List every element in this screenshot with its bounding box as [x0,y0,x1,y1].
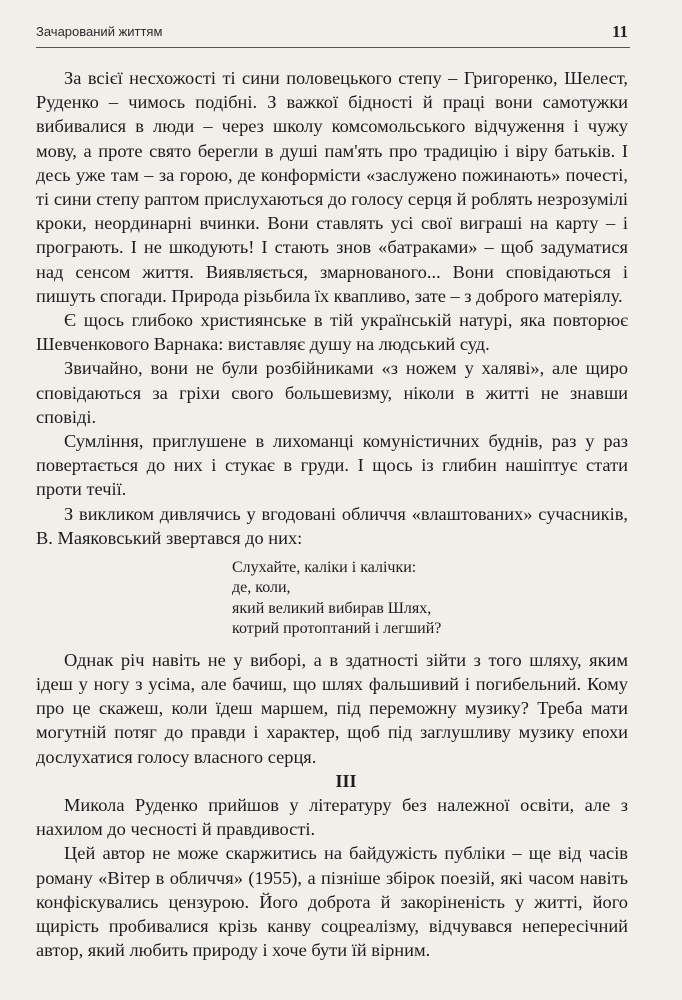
paragraph: Микола Руденко прийшов у літературу без належної освіти, але з нахилом до чесності й правдивості. [36,794,628,840]
running-title: Зачарований життям [36,24,163,39]
section-heading: III [335,770,357,791]
paragraph: Сумління, приглушене в лихоманці комуністичних буднів, раз у раз повертається до них і стукає в груди. І щось із глибин нашіптує стати проти течії. [36,431,628,500]
paragraph: Однак річ навіть не у виборі, а в здатності зійти з того шляху, яким ідеш у ногу з усіма, але бачиш, що шлях фальшивий і погибельний. Кому про це скажеш, коли їдеш маршем, під переможну музику? Треба мати могутній потяг до правди і характер, щоб під заглушливу музику епохи дослухатися голосу власного серця. [36,649,628,767]
paragraph: Звичайно, вони не були розбійниками «з ножем у халяві», але щиро сповідаються за гріхи свого большевизму, ніколи в житті не знавши сповіді. [36,358,628,427]
header-divider [36,47,630,48]
paragraph: З викликом дивлячись у вгодовані обличчя «влаштованих» сучасників, В. Маяковський звертався до них: [36,503,628,548]
poem-quote [232,558,628,640]
body-text [36,66,628,962]
poem-line: який великий вибирав Шлях, [232,599,432,617]
poem-line: Слухайте, каліки і калічки: [232,559,417,577]
paragraph: Цей автор не може скаржитись на байдужість публіки – ще від часів роману «Вітер в обличчя» (1955), а пізніше збірок поезій, які часом навіть конфіскувались цензурою. Його доброта й закоріненість у житті, його щирість пробивалися крізь канву соцреалізму, відчувався непересічний автор, який любить природу і хоче бути їй вірним. [36,843,628,961]
page-header [36,22,628,44]
paragraph: За всієї несхожості ті сини половецького степу – Григоренко, Шелест, Руденко – чимось подібні. З важкої бідності й праці вони самотужки вибивалися в люди – через школу комсомольського відчуження і чужу мову, а проте свято берегли в душі пам'ять про традицію і віру батьків. І десь уже там – за горою, де конформісти «заслужено пожинають» почесті, ті сини степу раптом прислухаються до голосу серця й роблять незрозумілі кроки, неординарні вчинки. Вони ставлять усі свої виграші на карту – і програють. І не шкодують! І стають знов «батраками» – щоб задуматися над сенсом життя. Виявляється, змарнованого... Вони сповідаються і пишуть спогади. Природа різьбила їх квапливо, зате – з доброго матеріялу. [36,68,628,306]
poem-line: котрий протоптаний і легший? [232,620,442,638]
paragraph: Є щось глибоко християнське в тій українській натурі, яка повторює Шевченкового Варнака: виставляє душу на людський суд. [36,310,628,355]
page-number: 11 [611,22,628,41]
poem-line: де, коли, [232,579,291,597]
